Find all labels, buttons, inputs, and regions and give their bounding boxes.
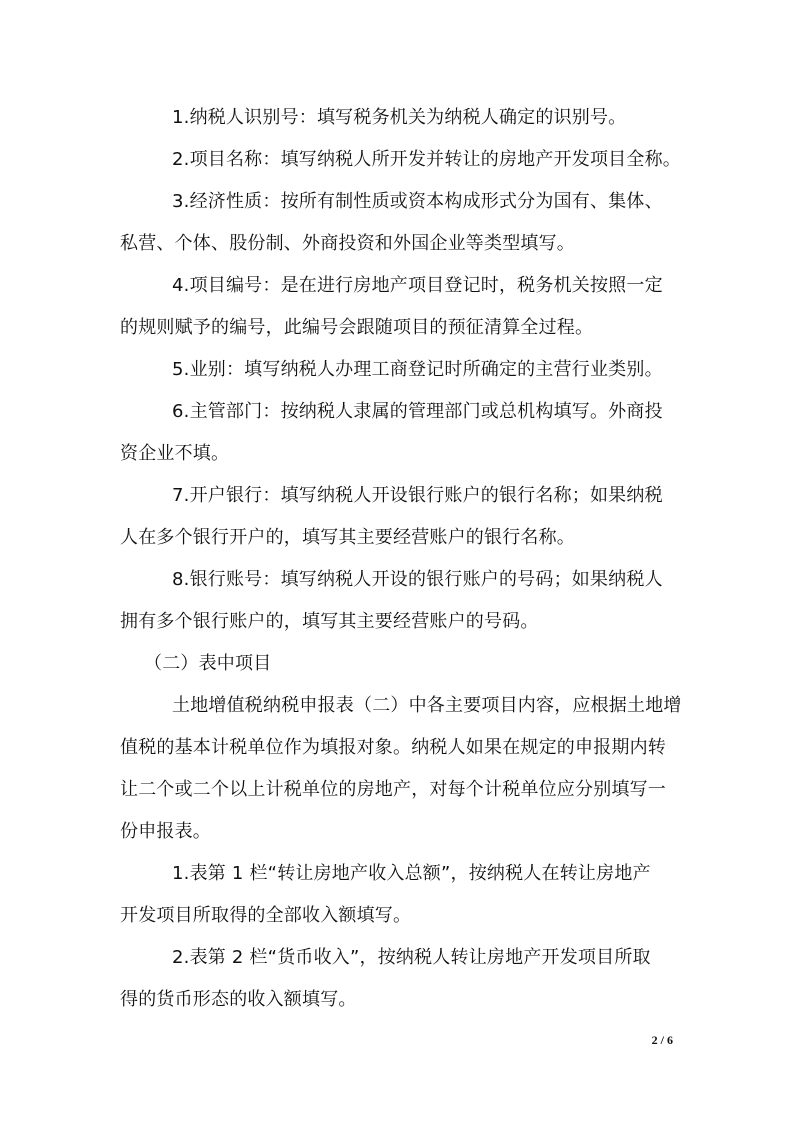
text-line: 拥有多个银行账户的，填写其主要经营账户的号码。 [120,611,539,632]
page-number: 2 / 6 [651,1033,673,1047]
text-line: 1.纳税人识别号：填写税务机关为纳税人确定的识别号。 [172,107,627,128]
text-line: 6.主管部门：按纳税人隶属的管理部门或总机构填写。外商投 [172,401,663,422]
text-line: 私营、个体、股份制、外商投资和外国企业等类型填写。 [120,233,575,254]
text-line: 2.表第 2 栏“货币收入”，按纳税人转让房地产开发项目所取 [172,947,651,968]
text-line: 的规则赋予的编号，此编号会跟随项目的预征清算全过程。 [120,317,594,338]
text-line: 土地增值税纳税申报表（二）中各主要项目内容，应根据土地增 [172,695,682,716]
text-line: 得的货币形态的收入额填写。 [120,989,357,1010]
text-line: 人在多个银行开户的，填写其主要经营账户的银行名称。 [120,527,575,548]
section-heading: （二）表中项目 [144,653,272,674]
text-line: 5.业别：填写纳税人办理工商登记时所确定的主营行业类别。 [172,359,663,380]
text-line: 份申报表。 [120,821,211,842]
text-line: 值税的基本计税单位作为填报对象。纳税人如果在规定的申报期内转 [120,737,666,758]
text-line: 3.经济性质：按所有制性质或资本构成形式分为国有、集体、 [172,191,663,212]
text-line: 8.银行账号：填写纳税人开设的银行账户的号码；如果纳税人 [172,569,663,590]
text-line: 资企业不填。 [120,443,230,464]
text-line: 让二个或二个以上计税单位的房地产，对每个计税单位应分别填写一 [120,779,666,800]
text-line: 7.开户银行：填写纳税人开设银行账户的银行名称；如果纳税 [172,485,663,506]
text-line: 开发项目所取得的全部收入额填写。 [120,905,412,926]
text-line: 1.表第 1 栏“转让房地产收入总额”，按纳税人在转让房地产 [172,863,651,884]
text-line: 2.项目名称：填写纳税人所开发并转让的房地产开发项目全称。 [172,149,681,170]
text-line: 4.项目编号：是在进行房地产项目登记时，税务机关按照一定 [172,275,663,296]
